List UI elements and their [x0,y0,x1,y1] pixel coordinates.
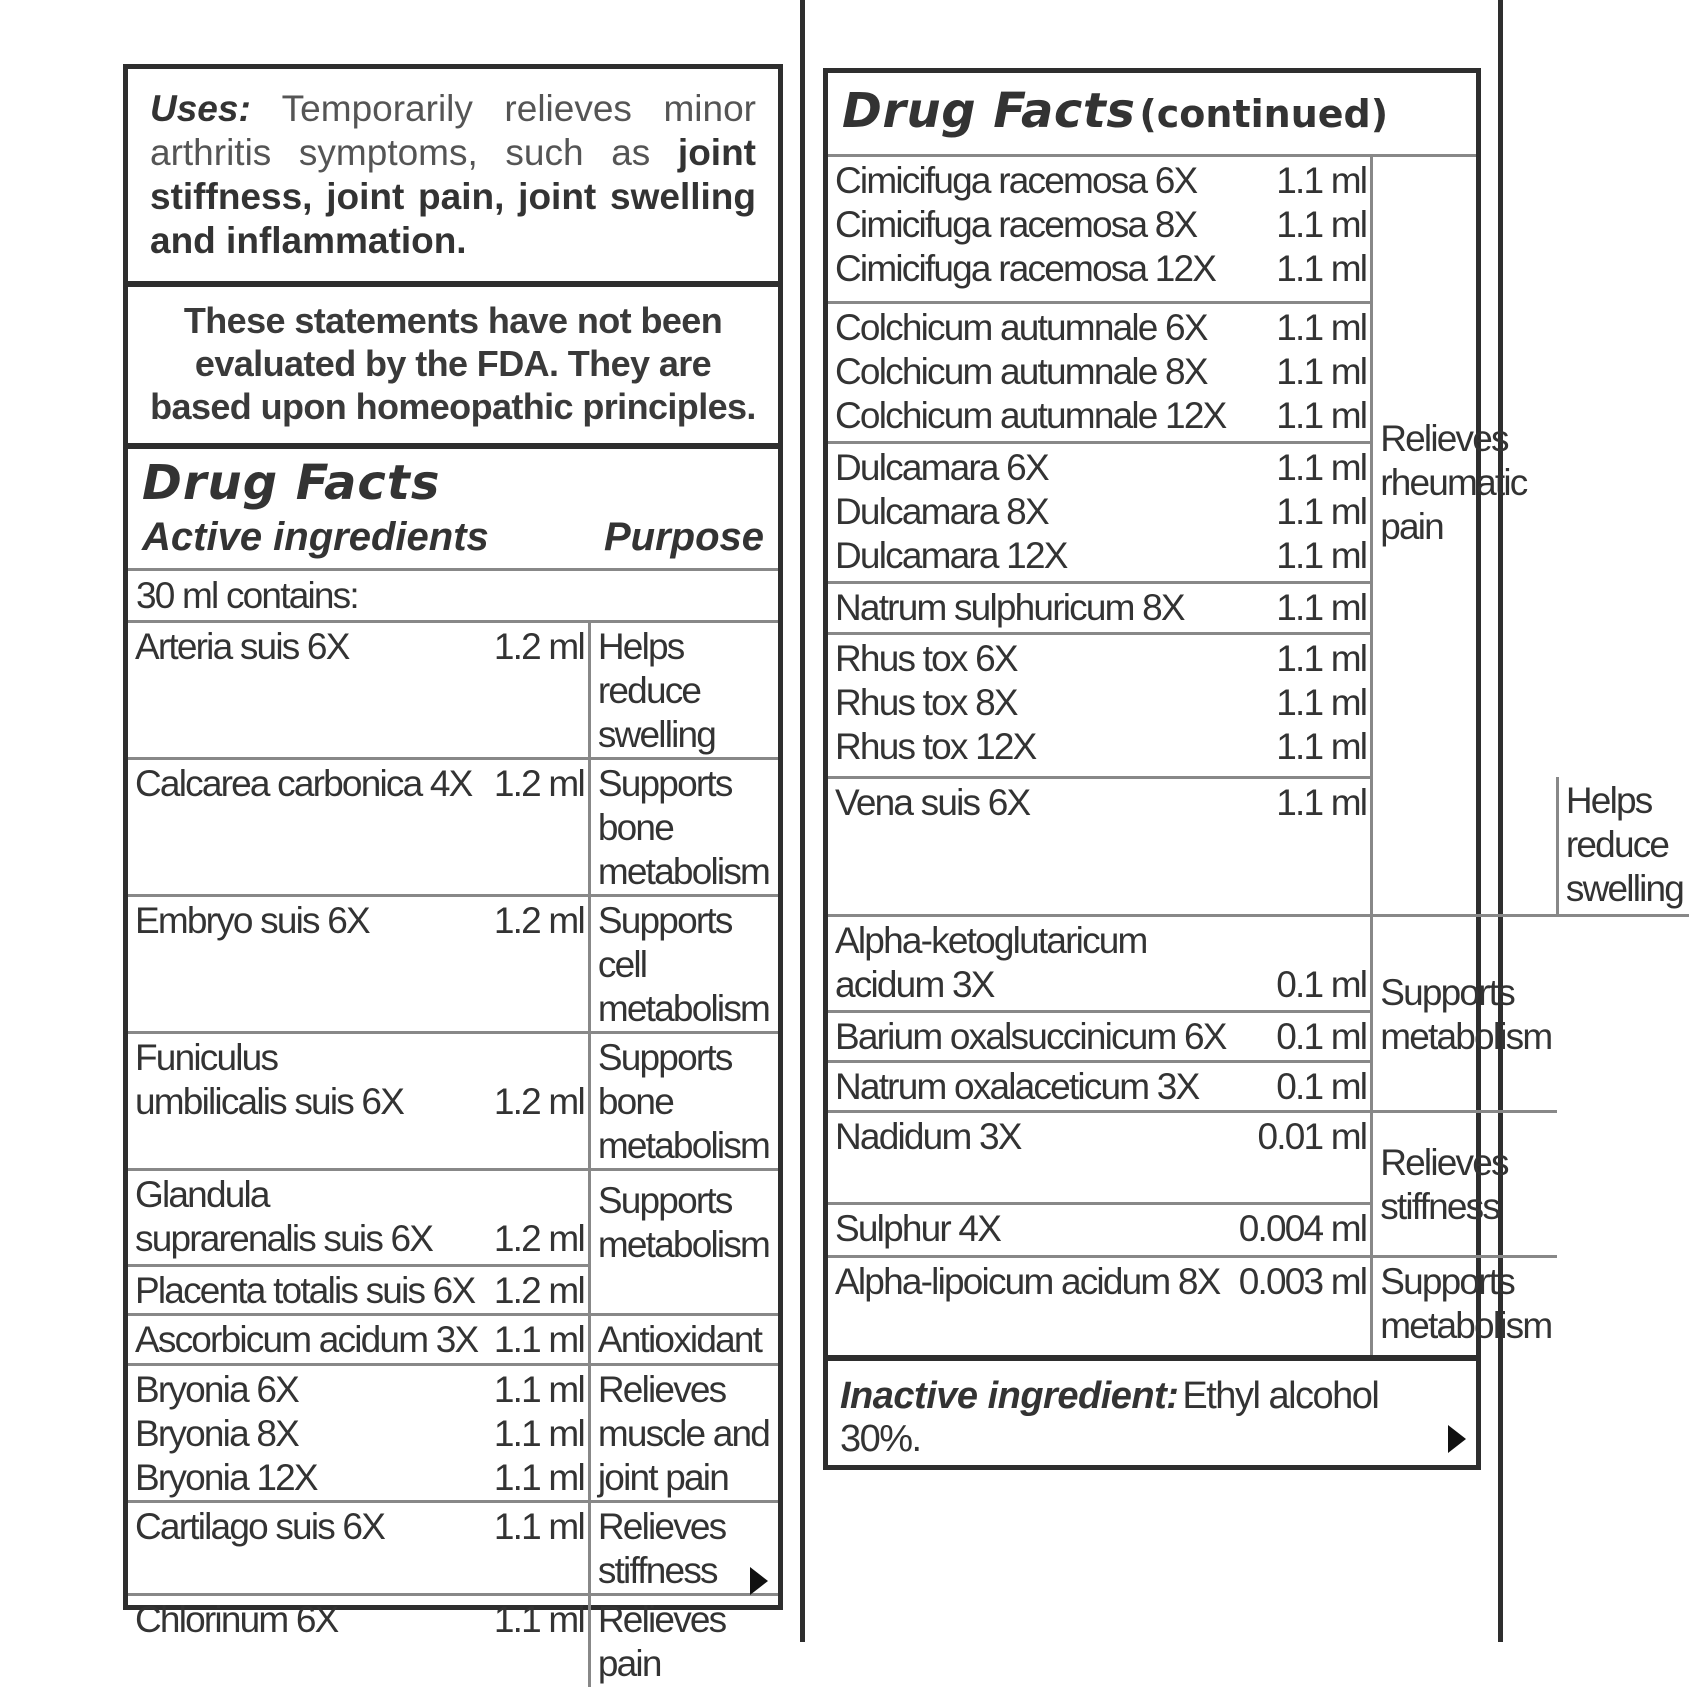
drug-facts-header [128,449,778,571]
ingredient-amount-text: 1.2 ml [493,763,584,804]
table-row [128,1033,778,1170]
ingredient-amount-text: 1.1 ml [1276,248,1367,289]
ingredient-purpose-text: Helps reduce swelling [1565,780,1684,910]
table-row [128,759,778,896]
ingredient-name-text: Bryonia 6X [135,1369,298,1410]
ingredient-name-text: Barium oxalsuccinicum 6X [835,1015,1226,1057]
table-row [128,1595,778,1687]
ingredient-name [128,1365,483,1502]
ingredient-amount [483,1266,589,1315]
ingredient-purpose [1372,916,1558,1111]
uses-section [128,69,778,287]
ingredient-amount-text: 0.01 ml [1257,1115,1367,1157]
panel-divider-line [800,0,805,1642]
ingredient-amount [483,1595,589,1687]
table-row [128,896,778,1033]
table-row [828,302,1689,442]
ingredient-amount-text: 0.1 ml [1276,1065,1367,1107]
ingredient-purpose [589,1365,778,1502]
ingredient-name-text: Colchicum autumnale 8X [835,350,1207,392]
ingredient-name-text: Embryo suis 6X [135,900,369,941]
ingredient-purpose [589,1170,778,1315]
table-row [128,1365,778,1502]
ingredient-purpose-text: Relieves pain [597,1599,726,1684]
ingredient-amount-text: 0.003 ml [1238,1261,1367,1303]
ingredient-name-text: Colchicum autumnale 6X [835,306,1207,348]
ingredient-name [828,157,1232,302]
ingredient-amount [1232,1011,1372,1061]
table-row [828,443,1689,583]
ingredient-name [828,634,1232,777]
ingredient-amount-text: 0.1 ml [1276,964,1367,1006]
ingredient-purpose [589,896,778,1033]
ingredient-amount [483,1365,589,1502]
ingredient-purpose-text: Supports bone metabolism [597,1037,770,1166]
ingredient-purpose [589,1595,778,1687]
table-row [828,916,1689,1011]
ingredient-amount-text: 1.1 ml [1276,587,1367,629]
ingredient-purpose-text: Supports metabolism [597,1180,770,1265]
ingredient-name-text: Rhus tox 6X [835,638,1017,680]
ingredient-name [128,623,483,759]
ingredient-name-text: Rhus tox 12X [835,726,1036,768]
ingredient-name-text: suprarenalis suis 6X [135,1218,433,1259]
ingredient-amount-text: 1.1 ml [1276,306,1367,348]
ingredient-amount [483,896,589,1033]
ingredient-name [128,1595,483,1687]
table-row [828,1111,1689,1203]
ingredient-purpose [589,759,778,896]
ingredient-amount [483,759,589,896]
ingredient-amount-text: 1.1 ml [1276,638,1367,680]
ingredient-amount-text: 1.2 ml [493,1218,584,1259]
ingredient-amount [1232,634,1372,777]
ingredient-name-text: Bryonia 8X [135,1413,298,1454]
ingredient-name-text: Cimicifuga racemosa 8X [835,204,1197,245]
ingredient-amount [483,1502,589,1595]
ingredient-purpose [1372,157,1558,916]
ingredient-amount-text: 1.2 ml [493,900,584,941]
ingredient-name [128,1033,483,1170]
continued-label: (continued) [1139,92,1389,136]
table-row [828,777,1689,916]
ingredient-name [828,777,1232,916]
ingredient-purpose [589,1315,778,1365]
table-row [128,1502,778,1595]
ingredient-name-text: Natrum sulphuricum 8X [835,587,1184,629]
column-headers [142,515,764,560]
ingredient-purpose [1557,777,1689,916]
ingredient-name-text: Ascorbicum acidum 3X [135,1319,478,1360]
ingredient-name-text: Funiculus [135,1037,278,1078]
table-row [828,1011,1689,1061]
ingredient-purpose-text: Supports metabolism [1380,971,1552,1057]
ingredient-amount-text: 1.1 ml [1276,447,1367,489]
ingredient-amount-text: 1.2 ml [493,626,584,667]
ingredient-name [828,583,1232,634]
ingredient-name [828,1257,1232,1355]
ingredient-purpose-text: Supports bone metabolism [597,763,770,892]
ingredient-amount-text: 1.1 ml [493,1369,584,1410]
ingredient-name-text: Alpha-ketoglutaricum [835,920,1147,962]
ingredient-amount-text: 1.1 ml [493,1319,584,1360]
ingredient-amount [1232,916,1372,1011]
ingredient-amount-text: 1.1 ml [493,1506,584,1547]
ingredient-name-text: Arteria suis 6X [135,626,349,667]
fda-statement [128,287,778,449]
ingredient-name-text: Calcarea carbonica 4X [135,763,472,804]
ingredients-table-right [828,157,1689,1355]
ingredient-purpose [589,1033,778,1170]
ingredient-name-text: Cartilago suis 6X [135,1506,385,1547]
inactive-ingredient-value: Ethyl alcohol 30%. [840,1375,1379,1460]
ingredient-name [828,1061,1232,1111]
ingredient-amount-text: 1.2 ml [493,1270,584,1311]
ingredient-amount-text: 1.1 ml [1276,726,1367,768]
ingredient-name-text: Sulphur 4X [835,1207,1001,1249]
drug-facts-title: Drug Facts [142,455,441,511]
ingredient-name-text: Colchicum autumnale 12X [835,394,1226,436]
ingredient-amount-text: 1.1 ml [1276,204,1367,245]
ingredient-name-text: Dulcamara 8X [835,491,1048,533]
ingredient-name [128,759,483,896]
ingredients-table-left [128,623,778,1687]
ingredient-amount [1232,777,1372,916]
uses-symptoms: joint stiffness, joint pain, joint swelling and inflammation. [150,132,757,261]
ingredient-name-text: Natrum oxalaceticum 3X [835,1065,1199,1107]
ingredient-amount [1232,1111,1372,1203]
ingredient-name-text: Placenta totalis suis 6X [135,1270,475,1311]
purpose-heading: Purpose [603,515,764,559]
drug-facts-panel-right [823,68,1684,1470]
table-row [828,634,1689,777]
ingredient-amount-text: 1.1 ml [493,1457,584,1498]
ingredient-amount-text: 1.1 ml [1276,350,1367,392]
drug-facts-continued-header [828,73,1476,157]
ingredient-name-text: Cimicifuga racemosa 6X [835,160,1197,201]
ingredient-name-text: Glandula [135,1174,269,1215]
ingredient-purpose-text: Relieves stiffness [1380,1141,1508,1227]
ingredient-name-text: Cimicifuga racemosa 12X [835,248,1216,289]
ingredient-purpose [589,623,778,759]
ingredient-amount [483,1170,589,1266]
ingredient-purpose-text: Helps reduce swelling [597,626,716,755]
ingredient-name [128,1315,483,1365]
ingredient-purpose-text: Relieves rheumatic pain [1380,418,1527,547]
ingredient-amount [1232,1257,1372,1355]
fda-statement-text: These statements have not been evaluated by the FDA. They are based upon homeopathic principles. [150,300,756,427]
drug-facts-title-continued: Drug Facts [842,83,1136,139]
ingredient-amount [1232,443,1372,583]
ingredient-name-text: Bryonia 12X [135,1457,317,1498]
ingredient-amount-text: 1.1 ml [1276,535,1367,577]
ingredient-purpose-text: Relieves stiffness [597,1506,726,1591]
ingredient-name [128,1502,483,1595]
ingredient-amount-text: 1.1 ml [1276,781,1367,823]
ingredient-amount-text: 0.004 ml [1238,1207,1367,1249]
ingredient-name-text: Vena suis 6X [835,781,1030,823]
ingredient-name-text: Rhus tox 8X [835,682,1017,724]
ingredient-name [828,1111,1232,1203]
ingredient-purpose-text: Relieves muscle and joint pain [597,1369,770,1498]
ingredient-amount-text: 1.1 ml [1276,160,1367,201]
uses-text: Temporarily relieves minor arthritis symptoms, such as [150,88,756,173]
ingredient-amount-text: 1.1 ml [1276,394,1367,436]
ingredient-name [128,1266,483,1315]
inactive-ingredient-section [828,1355,1476,1463]
ingredient-name [128,896,483,1033]
ingredient-amount [1232,302,1372,442]
ingredient-name [128,1170,483,1266]
table-row [128,623,778,759]
ingredient-amount-text: 1.2 ml [493,1081,584,1122]
ingredient-amount [1232,157,1372,302]
ingredient-name-text: Chlorinum 6X [135,1599,338,1640]
contains-line: 30 ml contains: [128,571,778,623]
ingredient-name [828,443,1232,583]
ingredient-name [828,1011,1232,1061]
ingredient-amount-text: 1.1 ml [493,1413,584,1454]
ingredient-name [828,916,1232,1011]
inactive-ingredient-label: Inactive ingredient: [840,1375,1179,1417]
table-row [128,1315,778,1365]
drug-facts-panel-left [123,64,783,1684]
ingredient-amount-text: 0.1 ml [1276,1015,1367,1057]
ingredient-purpose-text: Antioxidant [597,1319,762,1360]
table-row [828,1203,1689,1256]
table-row [828,1257,1689,1355]
ingredient-amount-text: 1.1 ml [1276,491,1367,533]
ingredient-amount [483,1315,589,1365]
table-row [128,1170,778,1266]
ingredient-purpose [1372,1111,1558,1256]
ingredient-amount [1232,1203,1372,1256]
ingredient-name-text: umbilicalis suis 6X [135,1081,404,1122]
ingredient-name-text: acidum 3X [835,964,994,1006]
table-row [828,583,1689,634]
ingredient-purpose-text: Supports metabolism [1380,1261,1552,1347]
table-row [828,1061,1689,1111]
ingredient-amount [1232,1061,1372,1111]
ingredient-amount-text: 1.1 ml [493,1599,584,1640]
ingredient-amount [483,1033,589,1170]
active-ingredients-heading: Active ingredients [142,515,489,559]
ingredient-amount [1232,583,1372,634]
uses-label: Uses: [150,88,251,129]
ingredient-purpose [1372,1257,1558,1355]
ingredient-name [828,302,1232,442]
ingredient-name-text: Alpha-lipoicum acidum 8X [835,1261,1220,1303]
ingredient-name-text: Dulcamara 12X [835,535,1067,577]
table-row [828,157,1689,302]
ingredient-name-text: Dulcamara 6X [835,447,1048,489]
ingredient-name-text: Nadidum 3X [835,1115,1021,1157]
ingredient-purpose-text: Supports cell metabolism [597,900,770,1029]
continue-arrow-icon [750,1567,768,1595]
ingredient-amount [483,623,589,759]
continue-arrow-icon-right [1448,1425,1466,1453]
ingredient-name [828,1203,1232,1256]
ingredient-amount-text: 1.1 ml [1276,682,1367,724]
